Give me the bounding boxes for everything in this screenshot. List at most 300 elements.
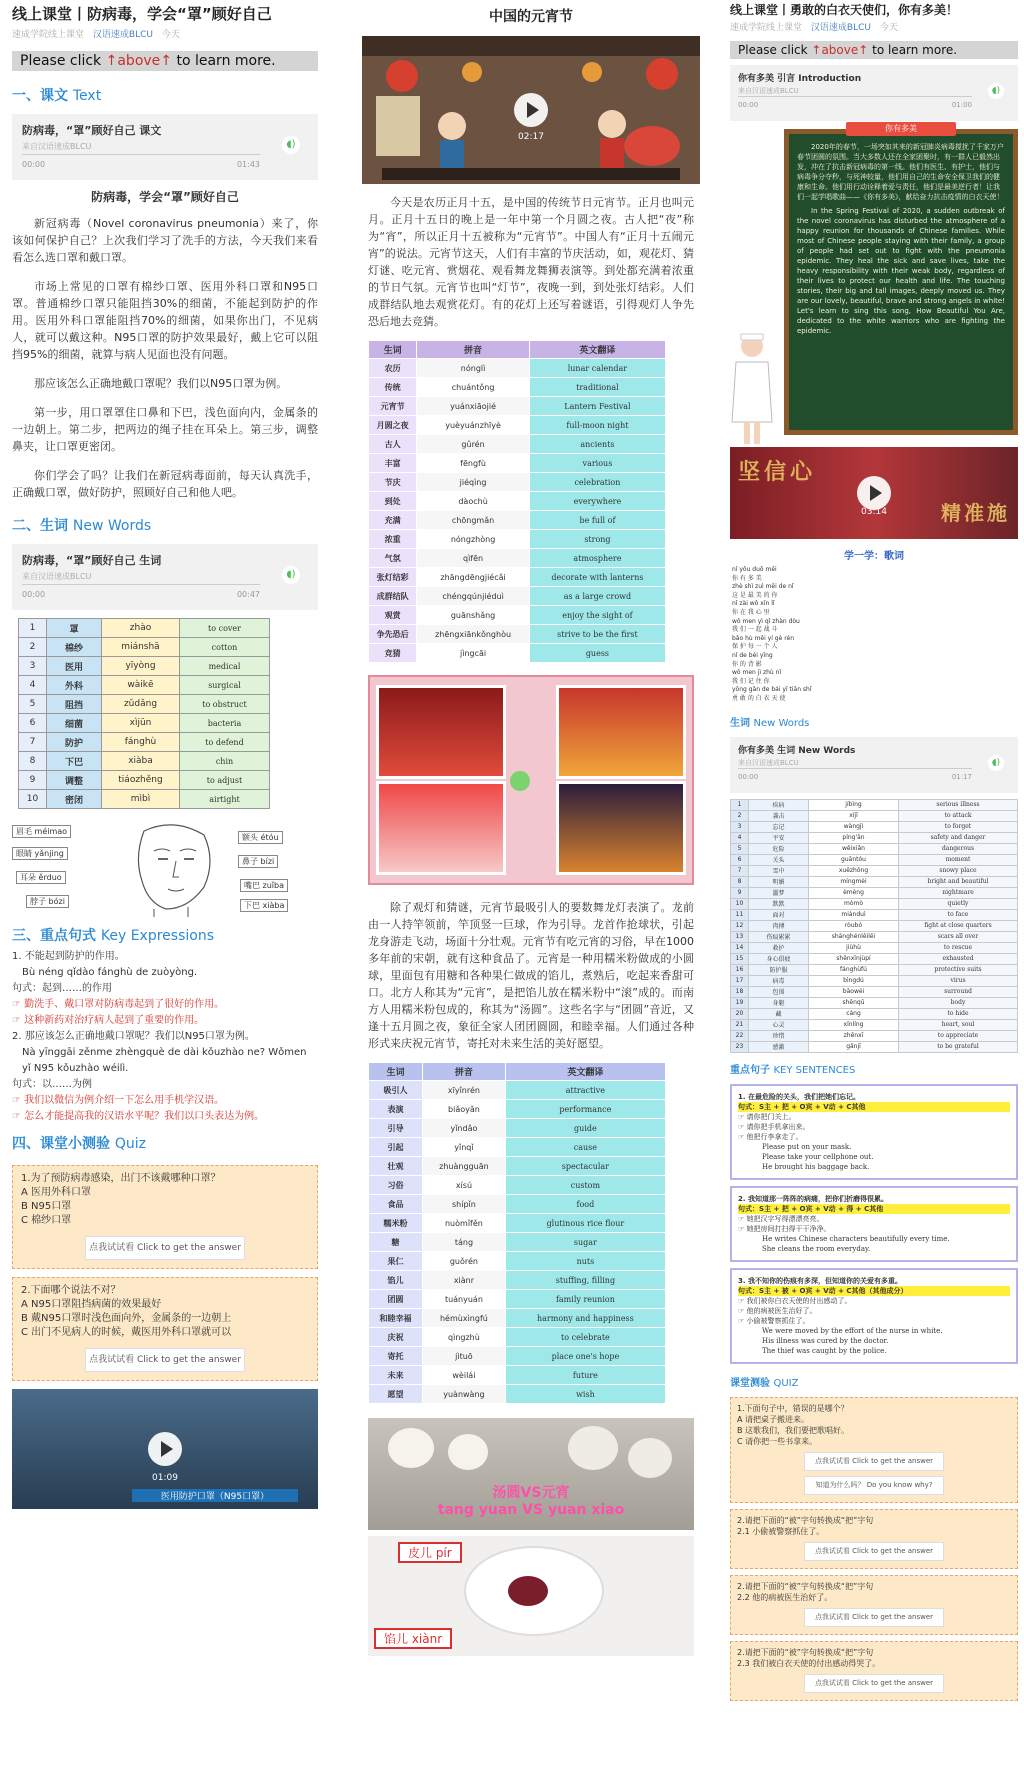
audio-player-words[interactable]: 防病毒，“罩”顾好自己 生词 来自汉语速成BLCU 00:00 00:47 ◖) <box>12 544 318 610</box>
vocab-cell: 到处 <box>369 492 417 511</box>
tangyuan-photo <box>368 1418 694 1530</box>
vocab-cell: 10 <box>731 898 749 909</box>
vocab-cell: 愿望 <box>369 1385 423 1404</box>
video-player[interactable] <box>12 1389 318 1509</box>
vocab-cell: shípǐn <box>423 1195 506 1214</box>
vocab-cell: dangerous <box>899 843 1018 854</box>
audio-progress[interactable] <box>738 768 972 769</box>
lyric-line: yǒng gǎn de bái yī tiān shǐ <box>732 686 812 694</box>
lantern-photo <box>376 685 506 779</box>
sentence-pattern: 句式：S主 + 把 + O宾 + V动 + C其他 <box>738 1102 1010 1112</box>
table-row <box>369 454 666 473</box>
vocab-cell: xiàba <box>102 752 180 771</box>
vocab-cell: 表演 <box>369 1100 423 1119</box>
vocab-cell: mòmò <box>809 898 899 909</box>
publish-date: 今天 <box>161 30 180 40</box>
expression-line: Bù néng qǐdào fánghù de zuòyòng. <box>22 967 198 978</box>
table-row <box>369 1309 666 1328</box>
label-ear: 耳朵 ěrduo <box>16 871 66 884</box>
vocab-cell: 壮观 <box>369 1157 423 1176</box>
vocab-cell: 19 <box>731 997 749 1008</box>
article-title: 线上课堂丨勇敢的白衣天使们，你有多美！ <box>730 3 959 17</box>
table-row <box>19 638 270 657</box>
vocab-cell: gǔrén <box>417 435 530 454</box>
table-row <box>731 876 1018 887</box>
author-link[interactable]: 汉语速成BLCU <box>810 23 871 33</box>
vocab-cell: snowy place <box>899 865 1018 876</box>
vocab-cell: to face <box>899 909 1018 920</box>
vocab-cell: 关头 <box>749 854 809 865</box>
vocab-cell: glutinous rice flour <box>505 1214 665 1233</box>
answer-button[interactable]: 点我试试看 Click to get the answer <box>804 1674 944 1693</box>
quiz-card <box>12 1165 318 1269</box>
section-quiz: 课堂测验 QUIZ <box>730 1377 799 1389</box>
play-icon[interactable] <box>857 476 891 510</box>
quiz-option: B 这歌我们，我们要把歌唱好。 <box>737 1425 850 1435</box>
video-player[interactable] <box>362 36 700 184</box>
section-new-words: 二、生词 New Words <box>12 518 152 534</box>
table-row <box>369 1100 666 1119</box>
vocab-cell: to appreciate <box>899 1030 1018 1041</box>
quiz-option: C 棉纱口罩 <box>21 1215 72 1226</box>
label-mouth: 嘴巴 zuǐba <box>240 879 288 892</box>
vocab-cell: wish <box>505 1385 665 1404</box>
audio-progress[interactable] <box>22 154 260 155</box>
video-player[interactable]: 坚信心 精准施 03:14 <box>730 447 1018 539</box>
lyric-line: 我 们 记 住 你 <box>732 677 770 685</box>
vocab-cell: zǔdǎng <box>102 695 180 714</box>
vocab-cell: 古人 <box>369 435 417 454</box>
play-icon[interactable] <box>514 93 548 127</box>
vocab-cell: stuffing, filling <box>505 1271 665 1290</box>
key-sentence-card <box>730 1084 1018 1180</box>
example-line: ☞ 他的病被医生治好了。 <box>738 1306 817 1315</box>
paragraph: 第一步，用口罩罩住口鼻和下巴，浅色面向内，金属条的一边朝上。第二步，把两边的绳子挂在耳朵上。第三步，调整鼻夹，让口罩更密闭。 <box>12 406 318 453</box>
vocab-cell: 农历 <box>369 359 417 378</box>
audio-player-text[interactable]: 防病毒，“罩”顾好自己 课文 来自汉语速成BLCU 00:00 01:43 ◖) <box>12 114 318 180</box>
vocab-cell: 病毒 <box>749 975 809 986</box>
column-header: 拼音 <box>423 1063 506 1081</box>
quiz-option: C 出门不见病人的时候，戴医用外科口罩就可以 <box>21 1327 232 1338</box>
label-nose: 鼻子 bízi <box>238 855 278 868</box>
vocab-cell: wèilái <box>423 1366 506 1385</box>
vocab-cell: yuèyuánzhīyè <box>417 416 530 435</box>
vocab-cell: míngmèi <box>809 876 899 887</box>
vocab-cell: to defend <box>180 733 270 752</box>
vocab-cell: to adjust <box>180 771 270 790</box>
quiz-option: C 请你把一些书拿来。 <box>737 1436 818 1446</box>
lyric-line: 你 有 多 美 <box>732 574 762 582</box>
vocab-cell: jíbìng <box>809 799 899 810</box>
table-row <box>369 1195 666 1214</box>
vocab-cell: 浓重 <box>369 530 417 549</box>
quiz-question: 2.请把下面的“被”字句转换成“把”字句 <box>737 1647 874 1657</box>
example-line: His illness was cured by the doctor. <box>762 1336 889 1345</box>
vocab-cell: zhāngdēngjiécǎi <box>417 568 530 587</box>
chalkboard-intro: 你有多美 2020年的春节，一场突如其来的新冠肺炎病毒搅扰了千家万户春节团圆的氛围。当大多数人还在全家团聚时，有一群人已毅然出发，冲在了抗击新冠病毒的第一线。他们有医生、有护士，他们与病毒争分夺秒，与死神较量，他们用自己的生命安全保卫我们的健康和生命。他们用行动诠释着爱与责任，他们是最美逆行者！让我们一起学唱歌曲——《你有多美》，献给奋力抗击疫情的白衣天使！ In the Spring Festival of 2020, a sudden outbreak of the novel coronavirus has disturbed the atmosphere of a happy reunion for thousands of Chinese families. While most of Chinese people staying with their family, a group of people had set out to fight with the pneumonia epidemic. They heal the sick and save lives, take the heavy responsibility with their weak body, regardless of their lives to protect our health and life. The touching stories, their big and tall images, deeply moved us. They are our lovely, beautiful, brave and strong angels in white! Let's learn to sing this song, How Beautiful You Are, dedicated to the white warriors who are fighting the epidemic. <box>784 129 1018 435</box>
vocab-cell: to hide <box>899 1008 1018 1019</box>
vocab-cell: yīyòng <box>102 657 180 676</box>
vocab-cell: 默默 <box>749 898 809 909</box>
vocab-cell: chōngmǎn <box>417 511 530 530</box>
vocab-cell: 2 <box>731 810 749 821</box>
expression-line: ☞ 我们以微信为例介绍一下怎么用手机学汉语。 <box>12 1095 225 1106</box>
vocab-cell: xísú <box>423 1176 506 1195</box>
table-row <box>369 568 666 587</box>
lyric-line: wǒ men jì zhù nǐ <box>732 669 782 677</box>
paragraph: 你们学会了吗？让我们在新冠病毒面前，每天认真洗手，正确戴口罩，做好防护，照顾好自己和他人吧。 <box>12 469 318 499</box>
arrow-up-icon: ↑above↑ <box>811 43 869 57</box>
vocab-cell: strong <box>529 530 665 549</box>
vocab-cell: qìfēn <box>417 549 530 568</box>
vocab-cell: to obstruct <box>180 695 270 714</box>
vocab-cell: 张灯结彩 <box>369 568 417 587</box>
text-heading: 防病毒，学会“罩”顾好自己 <box>91 190 239 204</box>
lyric-line: nǐ zài wǒ xīn lǐ <box>732 600 775 608</box>
vocab-cell: to forget <box>899 821 1018 832</box>
vocab-cell: 团圆 <box>369 1290 423 1309</box>
audio-player-words[interactable]: 你有多美 生词 New Words 来自汉语速成BLCU 00:00 01:17 ◖) <box>730 737 1018 793</box>
flower-icon <box>510 771 530 791</box>
paragraph: 那应该怎么正确地戴口罩呢？我们以N95口罩为例。 <box>34 377 288 390</box>
table-row <box>369 473 666 492</box>
vocab-cell: body <box>899 997 1018 1008</box>
table-row <box>19 619 270 638</box>
lyrics <box>724 566 1024 704</box>
lyric-line: wǒ men yì qǐ zhàn dòu <box>732 617 800 625</box>
vocab-cell: biǎoyǎn <box>423 1100 506 1119</box>
learn-more-banner[interactable]: Please click ↑above↑ to learn more. <box>12 51 318 71</box>
tangyuan-vs-pinyin: tang yuan VS yuan xiao <box>437 1502 625 1518</box>
example-line: ☞ 我们被你白衣天使的付出感动了。 <box>738 1296 852 1305</box>
vocab-cell: family reunion <box>505 1290 665 1309</box>
vocab-cell: 1 <box>731 799 749 810</box>
table-row <box>369 1252 666 1271</box>
vocab-table-1 <box>368 340 666 663</box>
table-row <box>369 625 666 644</box>
table-row <box>19 790 270 809</box>
example-line: Please take your cellphone out. <box>762 1152 874 1161</box>
example-line: He brought his baggage back. <box>762 1162 870 1171</box>
vocab-cell: 元宵节 <box>369 397 417 416</box>
vocab-cell: 庆祝 <box>369 1328 423 1347</box>
vocab-cell: ròubó <box>809 920 899 931</box>
vocab-cell: heart, soul <box>899 1019 1018 1030</box>
example-line: ☞ 他把行李拿走了。 <box>738 1132 803 1141</box>
table-row <box>731 942 1018 953</box>
key-sentence-card <box>730 1186 1018 1262</box>
quiz-card <box>730 1641 1018 1701</box>
table-row <box>369 606 666 625</box>
vocab-cell: 馅儿 <box>369 1271 423 1290</box>
why-button[interactable]: 知道为什么吗？ Do you know why? <box>804 1476 944 1495</box>
author-link[interactable]: 汉语速成BLCU <box>92 30 153 40</box>
table-row <box>369 1119 666 1138</box>
answer-button[interactable]: 点我试试看 Click to get the answer <box>804 1542 944 1561</box>
vocab-cell: 阻挡 <box>47 695 102 714</box>
vocab-cell: 6 <box>731 854 749 865</box>
nurse-icon <box>728 328 776 448</box>
vocab-cell: píng'ān <box>809 832 899 843</box>
vocab-cell: 月圆之夜 <box>369 416 417 435</box>
table-row <box>369 1138 666 1157</box>
vocab-cell: 18 <box>731 986 749 997</box>
vocab-cell: 8 <box>731 876 749 887</box>
vocab-cell: hémùxìngfú <box>423 1309 506 1328</box>
article-title: 中国的元宵节 <box>489 9 573 25</box>
table-row <box>731 1041 1018 1052</box>
vocab-cell: 果仁 <box>369 1252 423 1271</box>
vocab-cell: harmony and happiness <box>505 1309 665 1328</box>
video-time: 03:14 <box>861 507 887 517</box>
vocab-cell: 密闭 <box>47 790 102 809</box>
vocab-cell: ancients <box>529 435 665 454</box>
vocab-cell: 身躯 <box>749 997 809 1008</box>
vocab-cell: xìjūn <box>102 714 180 733</box>
table-row <box>731 821 1018 832</box>
lyric-line: 你 的 背 影 <box>732 660 762 668</box>
vocab-cell: medical <box>180 657 270 676</box>
audio-wave-icon[interactable]: ◖) <box>282 566 300 584</box>
vocab-cell: wàngjì <box>809 821 899 832</box>
vocab-cell: 丰富 <box>369 454 417 473</box>
vocab-cell: xīnlíng <box>809 1019 899 1030</box>
article-meta: 速成学院线上课堂 汉语速成BLCU 今天 <box>730 23 898 33</box>
vocab-cell: 5 <box>19 695 47 714</box>
vocab-cell: cause <box>505 1138 665 1157</box>
vocab-cell: tiáozhěng <box>102 771 180 790</box>
table-row <box>731 887 1018 898</box>
vocab-cell: 面对 <box>749 909 809 920</box>
audio-progress[interactable] <box>22 584 260 585</box>
vocab-cell: zhuàngguān <box>423 1157 506 1176</box>
table-row <box>731 832 1018 843</box>
vocab-cell: surround <box>899 986 1018 997</box>
vocab-cell: 忘记 <box>749 821 809 832</box>
vocab-cell: 医用 <box>47 657 102 676</box>
column-header: 英文翻译 <box>505 1063 665 1081</box>
audio-wave-icon[interactable]: ◖) <box>282 136 300 154</box>
vocab-cell: strive to be the first <box>529 625 665 644</box>
label-neck: 脖子 bózi <box>26 895 69 908</box>
quiz-option: A 医用外科口罩 <box>21 1187 92 1198</box>
vocab-cell: 4 <box>19 676 47 695</box>
table-row <box>369 1157 666 1176</box>
lyric-line: nǐ yǒu duō měi <box>732 566 777 573</box>
quiz-option: B 戴N95口罩时浅色面向外，金属条的一边朝上 <box>21 1313 232 1324</box>
quiz-option: 2.2 他的病被医生治好了。 <box>737 1592 833 1602</box>
vocab-cell: 观赏 <box>369 606 417 625</box>
table-header-row <box>369 1063 666 1081</box>
table-row <box>369 416 666 435</box>
right-article <box>724 0 1024 1769</box>
vocab-cell: 和睦幸福 <box>369 1309 423 1328</box>
table-row <box>731 997 1018 1008</box>
vocab-cell: bāowéi <box>809 986 899 997</box>
vocab-cell: yuànwàng <box>423 1385 506 1404</box>
vocab-cell: 包围 <box>749 986 809 997</box>
table-row <box>369 549 666 568</box>
table-row <box>369 1366 666 1385</box>
play-icon[interactable] <box>148 1432 182 1466</box>
article-meta <box>0 24 330 43</box>
vocab-cell: yǐnqǐ <box>423 1138 506 1157</box>
lantern-street-photo <box>556 781 686 875</box>
vocab-cell: 食品 <box>369 1195 423 1214</box>
audio-player-intro[interactable]: 你有多美 引言 Introduction 来自汉语速成BLCU 00:00 01:00 ◖) <box>730 65 1018 121</box>
vocab-cell: 身心俱疲 <box>749 953 809 964</box>
vocab-cell: guānshǎng <box>417 606 530 625</box>
audio-wave-icon[interactable]: ◖) <box>988 755 1004 771</box>
vocab-cell: 防护服 <box>749 964 809 975</box>
answer-button[interactable]: 点我试试看 Click to get the answer <box>804 1608 944 1627</box>
vocab-cell: virus <box>899 975 1018 986</box>
quiz-card <box>730 1397 1018 1503</box>
vocab-cell: 1 <box>19 619 47 638</box>
label-forehead: 额头 étóu <box>238 831 283 844</box>
vocab-cell: 未来 <box>369 1366 423 1385</box>
vocab-cell: moment <box>899 854 1018 865</box>
vocab-cell: zhào <box>102 619 180 638</box>
face-diagram <box>12 821 318 917</box>
vocab-cell: spectacular <box>505 1157 665 1176</box>
vocab-cell: 21 <box>731 1019 749 1030</box>
paragraph: 除了观灯和猜谜，元宵节最吸引人的要数舞龙灯表演了。龙前由一人持竿领前，竿顶竖一巨球，作为引导。龙首作抢球状，引起龙身游走飞动，场面十分壮观。元宵节有吃元宵的习俗，早在1000多年前的宋朝，就有这种食品了。元宵是一种用糯米粉做成的小圆球，里面包有用糖和各种果仁做成的馅儿，煮熟后，吃起来香甜可口。北方人称其为“元宵”，是把馅儿放在糯米粉中“滚”成的。而南方人用糯米粉包成的，称其为“汤圆”。这些名字与“团圆”音近，又逢十五月圆之夜，象征全家人团团圆圆，和睦幸福。人们通过各种形式来庆祝元宵节，寄托对未来生活的美好愿望。 <box>368 901 694 1050</box>
vocab-cell: 防护 <box>47 733 102 752</box>
vocab-cell: 噩梦 <box>749 887 809 898</box>
vocab-cell: 16 <box>731 964 749 975</box>
vocab-cell: cáng <box>809 1008 899 1019</box>
vocab-cell: Lantern Festival <box>529 397 665 416</box>
vocab-cell: xíjī <box>809 810 899 821</box>
vocab-cell: 2 <box>19 638 47 657</box>
vocab-cell: 7 <box>19 733 47 752</box>
vocab-cell: yuánxiāojié <box>417 397 530 416</box>
expression-line: 句式：以……为例 <box>12 1079 92 1090</box>
vocab-cell: mìbì <box>102 790 180 809</box>
vocab-cell: airtight <box>180 790 270 809</box>
vocab-cell: tuányuán <box>423 1290 506 1309</box>
quiz-question: 1.为了预防病毒感染，出门不该戴哪种口罩？ <box>21 1173 221 1184</box>
table-row <box>369 1081 666 1100</box>
vocab-cell: fánghùfú <box>809 964 899 975</box>
vocab-cell: enjoy the sight of <box>529 606 665 625</box>
table-row <box>369 1233 666 1252</box>
table-row <box>369 435 666 454</box>
riddle-lantern-photo <box>376 781 506 875</box>
vocab-cell: guāntóu <box>809 854 899 865</box>
vocab-cell: scars all over <box>899 931 1018 942</box>
quiz-question: 1.下面句子中，错误的是哪个？ <box>737 1403 849 1413</box>
vocab-cell: to be grateful <box>899 1041 1018 1052</box>
vocab-cell: 习俗 <box>369 1176 423 1195</box>
table-row <box>731 1019 1018 1030</box>
vocab-cell: 雪中 <box>749 865 809 876</box>
vocab-cell: custom <box>505 1176 665 1195</box>
lyrics-heading: 学一学：歌词 <box>844 551 904 562</box>
quiz-option: A 请把桌子搬进来。 <box>737 1414 810 1424</box>
table-row <box>19 676 270 695</box>
table-row <box>369 530 666 549</box>
vocab-cell: chéngqúnjiéduì <box>417 587 530 606</box>
vocab-cell: bìngdú <box>809 975 899 986</box>
vocab-cell: 22 <box>731 1030 749 1041</box>
vocab-cell: future <box>505 1366 665 1385</box>
vocab-cell: bacteria <box>180 714 270 733</box>
section-quiz: 四、课堂小测验 Quiz <box>12 1136 147 1152</box>
vocab-cell: safety and danger <box>899 832 1018 843</box>
vocab-cell: xīyǐnrén <box>423 1081 506 1100</box>
column-header: 拼音 <box>417 341 530 359</box>
table-row <box>369 397 666 416</box>
table-row <box>369 1290 666 1309</box>
expression-line: Nà yīnggāi zěnme zhèngquè de dài kǒuzhào ne? Wǒmen yǐ N95 kǒuzhào wéilì. <box>22 1047 307 1074</box>
table-row <box>19 695 270 714</box>
answer-button[interactable]: 点我试试看 Click to get the answer <box>85 1236 245 1260</box>
audio-wave-icon[interactable]: ◖) <box>988 83 1004 99</box>
vocab-cell: 糯米粉 <box>369 1214 423 1233</box>
vocab-cell: chin <box>180 752 270 771</box>
table-row <box>731 964 1018 975</box>
vocab-cell: 4 <box>731 832 749 843</box>
table-row <box>731 865 1018 876</box>
vocab-cell: 救护 <box>749 942 809 953</box>
sentence-heading: 1. 在最危险的关头，我们把她们忘记。 <box>738 1092 860 1101</box>
learn-more-banner[interactable]: Please click ↑above↑ to learn more. <box>730 41 1018 59</box>
tangyuan-vs-label: 汤圆VS元宵 <box>492 1485 570 1501</box>
vocab-cell: zhēngxiānkǒnghòu <box>417 625 530 644</box>
vocab-cell: shēnqū <box>809 997 899 1008</box>
table-row <box>731 854 1018 865</box>
vocab-cell: 糖 <box>369 1233 423 1252</box>
vocab-cell: nónglì <box>417 359 530 378</box>
answer-button[interactable]: 点我试试看 Click to get the answer <box>85 1348 245 1372</box>
vocab-cell: qìngzhù <box>423 1328 506 1347</box>
vocab-cell: 感激 <box>749 1041 809 1052</box>
vocab-cell: xiànr <box>423 1271 506 1290</box>
table-row <box>19 771 270 790</box>
example-line: ☞ 她把房间打扫得干干净净。 <box>738 1224 831 1233</box>
vocab-cell: 7 <box>731 865 749 876</box>
vocab-cell: decorate with lanterns <box>529 568 665 587</box>
answer-button[interactable]: 点我试试看 Click to get the answer <box>804 1452 944 1471</box>
vocab-table-2 <box>368 1062 666 1404</box>
vocab-cell: exhausted <box>899 953 1018 964</box>
table-row <box>731 953 1018 964</box>
vocab-cell: 下巴 <box>47 752 102 771</box>
table-row <box>369 378 666 397</box>
table-row <box>731 898 1018 909</box>
vocab-cell: fight at close quarters <box>899 920 1018 931</box>
table-row <box>731 920 1018 931</box>
vocab-cell: food <box>505 1195 665 1214</box>
quiz-option: 2.1 小偷被警察抓住了。 <box>737 1526 825 1536</box>
table-row <box>731 931 1018 942</box>
vocab-cell: jìngcāi <box>417 644 530 663</box>
lyric-line: 你 在 我 心 里 <box>732 608 770 616</box>
example-line: She cleans the room everyday. <box>762 1244 871 1253</box>
table-row <box>731 1008 1018 1019</box>
vocab-cell: 棉纱 <box>47 638 102 657</box>
vocab-cell: guess <box>529 644 665 663</box>
lyric-line: 保 护 每 一 个 人 <box>732 643 778 651</box>
vocab-cell: 传统 <box>369 378 417 397</box>
example-line: Please put on your mask. <box>762 1142 852 1151</box>
vocab-cell: attractive <box>505 1081 665 1100</box>
middle-article <box>362 0 700 1769</box>
audio-progress[interactable] <box>738 96 972 97</box>
vocab-cell: 寄托 <box>369 1347 423 1366</box>
